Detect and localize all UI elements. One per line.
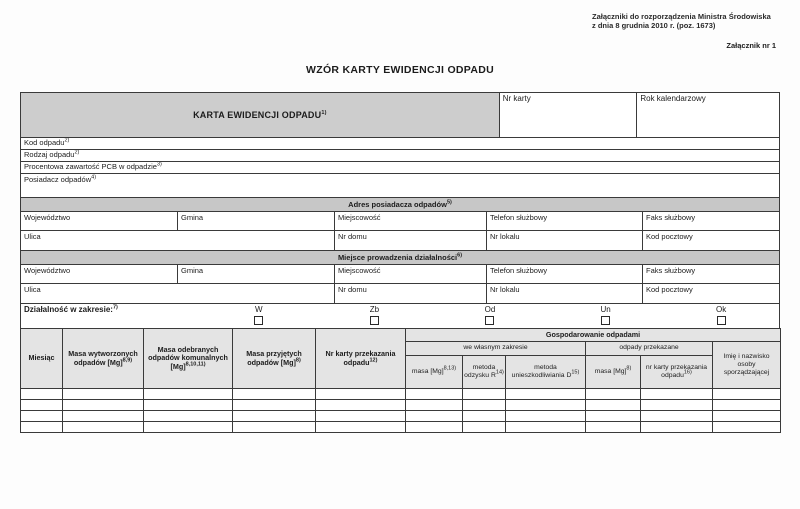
business-town-field[interactable]: Miejscowość — [335, 265, 487, 283]
waste-ledger-table — [20, 328, 781, 433]
col-disposal-method: metoda unieszkodliwiania $D^{15)}$ — [506, 356, 586, 389]
ledger-cell[interactable] — [233, 400, 316, 411]
activity-checkbox-od[interactable] — [485, 316, 494, 325]
ledger-cell[interactable] — [233, 389, 316, 400]
holder-voivodeship-field[interactable]: Województwo — [21, 212, 178, 230]
activity-option-od-label: Od — [484, 305, 496, 314]
card-number-label: Nr karty — [502, 94, 531, 103]
business-address-row1 — [21, 265, 779, 284]
activity-option-ok-label: Ok — [716, 305, 727, 314]
ledger-cell[interactable] — [406, 389, 463, 400]
ledger-cell[interactable] — [506, 411, 586, 422]
ledger-cell[interactable] — [144, 411, 233, 422]
col-recovery-method: metoda odzysku $R^{14)}$ — [463, 356, 506, 389]
card-title: KARTA EWIDENCJI ODPADU$^{1)}$ — [193, 110, 327, 120]
ledger-cell[interactable] — [506, 400, 586, 411]
waste-record-card — [20, 92, 780, 333]
ledger-cell[interactable] — [316, 400, 406, 411]
col-transferred-mass: masa $[Mg]^{8)}$ — [586, 356, 641, 389]
waste-code-label: Kod odpadu$^{2)}$ — [24, 138, 70, 147]
ledger-cell[interactable] — [641, 400, 713, 411]
activity-option-zb-label: Zb — [369, 305, 380, 314]
holder-postal-code-field[interactable]: Kod pocztowy — [646, 232, 693, 241]
ledger-cell[interactable] — [316, 411, 406, 422]
business-address-row2 — [21, 284, 779, 304]
card-title-cell — [21, 93, 500, 137]
ledger-row — [21, 400, 781, 411]
activity-checkbox-w[interactable] — [254, 316, 263, 325]
waste-holder-field[interactable] — [21, 174, 779, 198]
ledger-cell[interactable] — [641, 422, 713, 433]
col-transfer-card-no: Nr karty przekazania odpadu$^{12)}$ — [316, 329, 406, 389]
ledger-cell[interactable] — [21, 411, 63, 422]
ledger-cell[interactable] — [21, 389, 63, 400]
ledger-cell[interactable] — [586, 422, 641, 433]
card-header-row — [21, 93, 779, 138]
col-municipal-mass: Masa odebranych odpadów komunalnych $[Mg]^{8,10,11)}$ — [144, 329, 233, 389]
holder-street-field[interactable]: Ulica — [21, 231, 335, 250]
ledger-cell[interactable] — [63, 411, 144, 422]
holder-flat-no-field[interactable]: Nr lokalu — [487, 231, 643, 250]
ledger-cell[interactable] — [144, 422, 233, 433]
ledger-row — [21, 389, 781, 400]
activity-scope-label: Działalność w zakresie:$^{7)}$ — [24, 304, 118, 314]
ledger-cell[interactable] — [233, 422, 316, 433]
waste-holder-label: Posiadacz odpadów$^{4)}$ — [24, 174, 97, 184]
col-transferred-card-no: nr karty przekazania odpadu$^{16)}$ — [641, 356, 713, 389]
calendar-year-field[interactable] — [637, 93, 779, 137]
business-flat-no-field[interactable]: Nr lokalu — [487, 284, 643, 303]
ledger-cell[interactable] — [641, 411, 713, 422]
attachment-number: Załącznik nr 1 — [726, 41, 776, 50]
regulation-note-line2: z dnia 8 grudnia 2010 r. (poz. 1673) — [592, 21, 716, 31]
ledger-cell[interactable] — [316, 389, 406, 400]
ledger-cell[interactable] — [21, 422, 63, 433]
business-house-no-field[interactable]: Nr domu — [335, 284, 487, 303]
ledger-cell[interactable] — [463, 389, 506, 400]
business-street-field[interactable]: Ulica — [21, 284, 335, 303]
activity-checkbox-zb[interactable] — [370, 316, 379, 325]
management-group-header: Gospodarowanie odpadami — [406, 329, 781, 342]
regulation-note — [592, 12, 792, 31]
business-phone-field[interactable]: Telefon służbowy — [487, 265, 643, 283]
holder-town-field[interactable]: Miejscowość — [335, 212, 487, 230]
ledger-cell[interactable] — [463, 400, 506, 411]
ledger-cell[interactable] — [406, 411, 463, 422]
activity-option-w-label: W — [255, 305, 263, 314]
holder-fax-field[interactable]: Faks służbowy — [646, 213, 696, 222]
ledger-cell[interactable] — [144, 389, 233, 400]
holder-address-row1 — [21, 212, 779, 231]
ledger-cell[interactable] — [586, 411, 641, 422]
ledger-cell[interactable] — [406, 400, 463, 411]
holder-address-row2 — [21, 231, 779, 251]
ledger-cell[interactable] — [506, 389, 586, 400]
ledger-cell[interactable] — [63, 400, 144, 411]
business-postal-code-field[interactable]: Kod pocztowy — [646, 285, 693, 294]
holder-address-section-title: Adres posiadacza odpadów$^{5)}$ — [21, 198, 779, 212]
ledger-cell[interactable] — [233, 411, 316, 422]
holder-commune-field[interactable]: Gmina — [178, 212, 335, 230]
col-accepted-mass: Masa przyjętych odpadów $[Mg]^{8)}$ — [233, 329, 316, 389]
document-title: WZÓR KARTY EWIDENCJI ODPADU — [306, 64, 494, 76]
calendar-year-label: Rok kalendarzowy — [640, 94, 706, 103]
col-own-mass: masa $[Mg]^{8,13)}$ — [406, 356, 463, 389]
col-author: Imię i nazwisko osoby sporządzającej — [713, 342, 781, 389]
activity-checkbox-un[interactable] — [601, 316, 610, 325]
business-place-section-title: Miejsce prowadzenia działalności$^{6)}$ — [21, 251, 779, 265]
ledger-cell[interactable] — [406, 422, 463, 433]
card-number-field[interactable] — [500, 93, 638, 137]
business-commune-field[interactable]: Gmina — [178, 265, 335, 283]
ledger-cell[interactable] — [63, 422, 144, 433]
pcb-content-label: Procentowa zawartość PCB w odpadzie$^{3)}$ — [24, 162, 162, 171]
col-month: Miesiąc — [21, 329, 63, 389]
ledger-row — [21, 422, 781, 433]
ledger-cell[interactable] — [463, 422, 506, 433]
ledger-cell[interactable] — [713, 422, 781, 433]
holder-phone-field[interactable]: Telefon służbowy — [487, 212, 643, 230]
ledger-cell[interactable] — [641, 389, 713, 400]
transferred-group-header: odpady przekazane — [586, 342, 713, 356]
col-generated-mass: Masa wytworzonych odpadów $[Mg]^{8,9)}$ — [63, 329, 144, 389]
ledger-cell[interactable] — [713, 400, 781, 411]
ledger-cell[interactable] — [316, 422, 406, 433]
ledger-cell[interactable] — [586, 400, 641, 411]
ledger-cell[interactable] — [144, 400, 233, 411]
holder-house-no-field[interactable]: Nr domu — [335, 231, 487, 250]
pcb-content-field[interactable] — [21, 162, 779, 174]
business-fax-field[interactable]: Faks służbowy — [646, 266, 696, 275]
own-scope-group-header: we własnym zakresie — [406, 342, 586, 356]
ledger-cell[interactable] — [586, 389, 641, 400]
ledger-cell[interactable] — [463, 411, 506, 422]
waste-type-label: Rodzaj odpadu$^{2)}$ — [24, 150, 80, 159]
regulation-note-line1: Załączniki do rozporządzenia Ministra Środowiska — [592, 12, 771, 21]
ledger-cell[interactable] — [713, 411, 781, 422]
activity-option-un-label: Un — [600, 305, 611, 314]
activity-checkbox-ok[interactable] — [717, 316, 726, 325]
waste-type-field[interactable] — [21, 150, 779, 162]
ledger-cell[interactable] — [506, 422, 586, 433]
waste-code-field[interactable] — [21, 138, 779, 150]
ledger-cell[interactable] — [713, 389, 781, 400]
ledger-cell[interactable] — [21, 400, 63, 411]
ledger-row — [21, 411, 781, 422]
ledger-cell[interactable] — [63, 389, 144, 400]
business-voivodeship-field[interactable]: Województwo — [21, 265, 178, 283]
